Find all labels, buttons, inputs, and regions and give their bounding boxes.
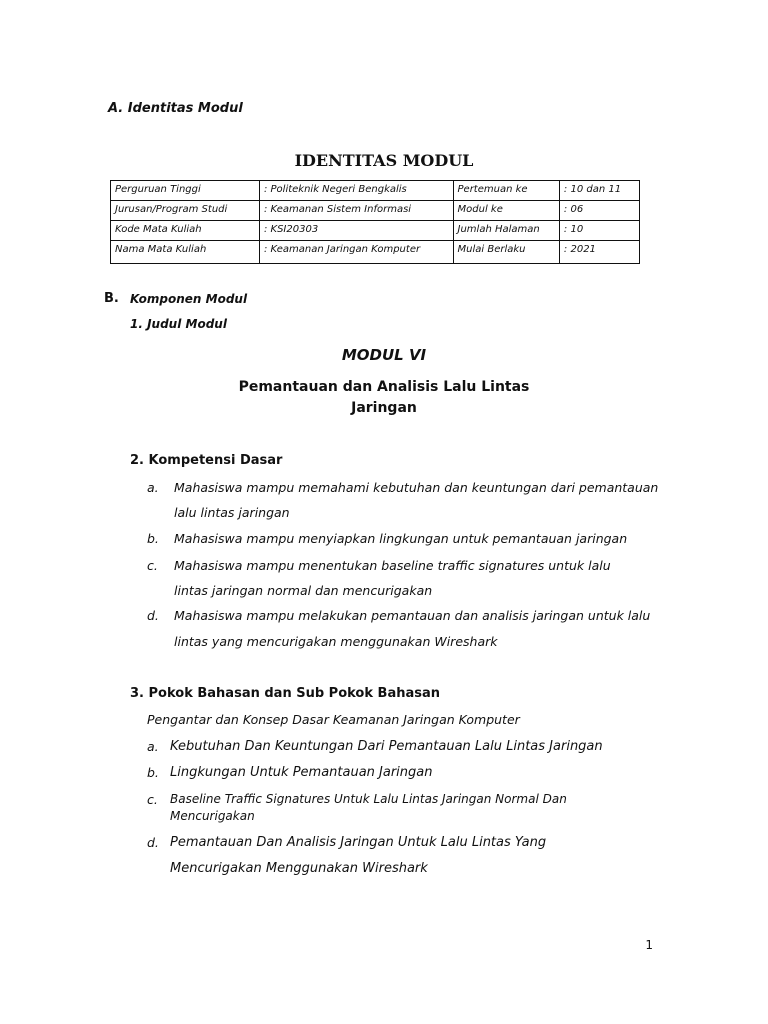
- list-item: Mahasiswa mampu melakukan pemantauan dan analisis jaringan untuk lalu: [174, 608, 651, 623]
- list-item: Mahasiswa mampu menentukan baseline traffic signatures untuk lalu: [174, 558, 611, 573]
- modul-subtitle-line: Pemantauan dan Analisis Lalu Lintas: [238, 379, 530, 395]
- list-item: lintas jaringan normal dan mencurigakan: [174, 583, 433, 598]
- list-item: Kebutuhan Dan Keuntungan Dari Pemantauan Lalu Lintas Jaringan: [170, 739, 603, 754]
- table-cell: Nama Mata Kuliah: [111, 241, 260, 264]
- table-cell: : KSI20303: [259, 221, 453, 241]
- table-cell: : Keamanan Sistem Informasi: [259, 201, 453, 221]
- section-a-heading: A. Identitas Modul: [108, 101, 243, 116]
- list-item: Pemantauan Dan Analisis Jaringan Untuk Lalu Lintas Yang: [170, 835, 547, 850]
- modul-subtitle: [0, 377, 768, 419]
- list-marker: a.: [147, 480, 159, 495]
- list-marker: c.: [147, 558, 158, 573]
- table-row: [111, 201, 640, 221]
- list-marker: c.: [147, 792, 158, 807]
- list-marker: b.: [147, 531, 159, 546]
- section-b-heading: Komponen Modul: [130, 292, 248, 306]
- list-item: Mencurigakan: [170, 809, 255, 823]
- table-cell: : Politeknik Negeri Bengkalis: [259, 181, 453, 201]
- section-b-marker: B.: [104, 291, 119, 306]
- modul-title: MODUL VI: [341, 346, 427, 364]
- table-cell: Jumlah Halaman: [453, 221, 559, 241]
- list-item: Baseline Traffic Signatures Untuk Lalu Lintas Jaringan Normal Dan: [170, 792, 567, 806]
- list-item: Mahasiswa mampu menyiapkan lingkungan untuk pemantauan jaringan: [174, 531, 628, 546]
- pokok-bahasan-heading: 3. Pokok Bahasan dan Sub Pokok Bahasan: [130, 686, 441, 701]
- list-marker: d.: [147, 608, 159, 623]
- table-row: [111, 181, 640, 201]
- table-row: [111, 241, 640, 264]
- table-cell: : Keamanan Jaringan Komputer: [259, 241, 453, 264]
- pokok-bahasan-intro: Pengantar dan Konsep Dasar Keamanan Jaringan Komputer: [147, 712, 520, 727]
- list-item: lalu lintas jaringan: [174, 505, 290, 520]
- table-cell: Pertemuan ke: [453, 181, 559, 201]
- table-cell: Kode Mata Kuliah: [111, 221, 260, 241]
- list-item: lintas yang mencurigakan menggunakan Wireshark: [174, 634, 498, 649]
- table-cell: : 10: [559, 221, 639, 241]
- list-marker: a.: [147, 739, 159, 754]
- list-item: Mencurigakan Menggunakan Wireshark: [170, 861, 428, 876]
- identity-table: [110, 180, 640, 264]
- table-row: [111, 221, 640, 241]
- table-cell: Perguruan Tinggi: [111, 181, 260, 201]
- table-cell: Jurusan/Program Studi: [111, 201, 260, 221]
- modul-subtitle-line: Jaringan: [351, 400, 417, 416]
- identity-table-title: IDENTITAS MODUL: [294, 151, 474, 170]
- table-cell: : 06: [559, 201, 639, 221]
- kompetensi-heading: 2. Kompetensi Dasar: [130, 453, 283, 468]
- judul-modul-heading: 1. Judul Modul: [130, 317, 227, 331]
- list-item: Mahasiswa mampu memahami kebutuhan dan keuntungan dari pemantauan: [174, 480, 659, 495]
- list-marker: b.: [147, 765, 159, 780]
- table-cell: : 2021: [559, 241, 639, 264]
- table-cell: : 10 dan 11: [559, 181, 639, 201]
- page-number: 1: [645, 938, 653, 952]
- table-cell: Mulai Berlaku: [453, 241, 559, 264]
- list-marker: d.: [147, 835, 159, 850]
- table-cell: Modul ke: [453, 201, 559, 221]
- list-item: Lingkungan Untuk Pemantauan Jaringan: [170, 765, 433, 780]
